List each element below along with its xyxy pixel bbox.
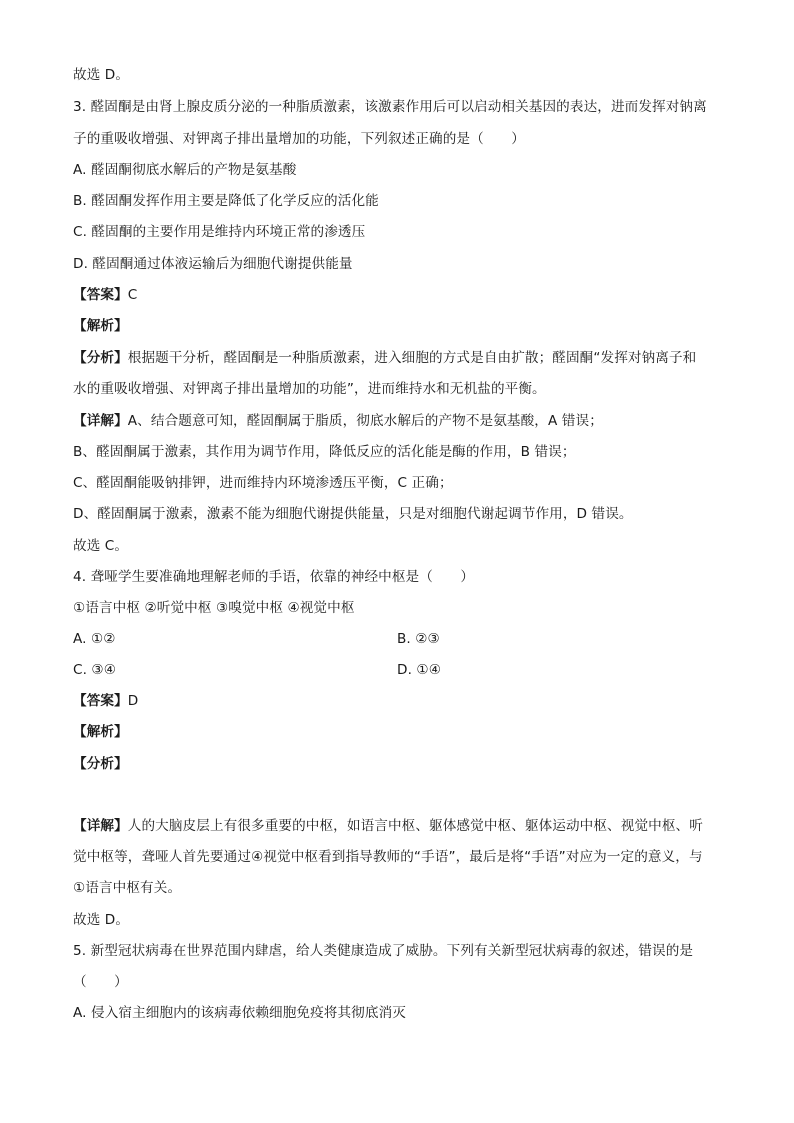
q4-detail-text-1: 人的大脑皮层上有很多重要的中枢，如语言中枢、躯体感觉中枢、躯体运动中枢、视觉中枢、听: [127, 818, 703, 834]
q3-fenxi-text-1: 根据题干分析，醛固酮是一种脂质激素，进入细胞的方式是自由扩散；醛固酮“发挥对钠离子和: [127, 350, 697, 366]
q4-option-b: B. ②③: [397, 631, 440, 647]
q3-detail-b: B、醛固酮属于激素，其作用为调节作用，降低反应的活化能是酶的作用，B 错误；: [73, 444, 576, 460]
q3-conclusion: 故选 C。: [73, 538, 129, 554]
q3-answer: [73, 285, 137, 305]
q4-conclusion: 故选 D。: [73, 912, 130, 928]
q4-fenxi-tag: 【分析】: [73, 756, 128, 772]
q4-detail-line-3: ①语言中枢有关。: [73, 880, 182, 896]
q4-option-a: A. ①②: [73, 631, 116, 647]
q4-detail-tag: 【详解】: [73, 818, 128, 834]
q3-fenxi-line-2: 水的重吸收增强、对钾离子排出量增加的功能”，进而维持水和无机盐的平衡。: [73, 381, 546, 397]
q3-option-d: D. 醛固酮通过体液运输后为细胞代谢提供能量: [73, 256, 353, 272]
q3-fenxi-tag: 【分析】: [73, 350, 128, 366]
q4-answer: [73, 691, 138, 711]
q4-detail-line-1: [73, 816, 703, 836]
q3-detail-c: C、醛固酮能吸钠排钾，进而维持内环境渗透压平衡，C 正确；: [73, 475, 453, 491]
q4-stem: 4. 聋哑学生要准确地理解老师的手语，依靠的神经中枢是（ ）: [73, 569, 475, 585]
q4-answer-value: D: [127, 693, 139, 709]
q3-answer-tag: 【答案】: [73, 287, 128, 303]
q3-detail-d: D、醛固酮属于激素，激素不能为细胞代谢提供能量，只是对细胞代谢起调节作用，D 错误。: [73, 506, 633, 522]
q4-option-d: D. ①④: [397, 662, 441, 678]
q3-fenxi-line-1: [73, 348, 696, 368]
q4-items: ①语言中枢 ②听觉中枢 ③嗅觉中枢 ④视觉中枢: [73, 600, 355, 616]
q5-option-a: A. 侵入宿主细胞内的该病毒依赖细胞免疫将其彻底消灭: [73, 1005, 406, 1021]
q3-answer-value: C: [127, 287, 138, 303]
q4-option-c: C. ③④: [73, 662, 117, 678]
q5-stem-line-1: 5. 新型冠状病毒在世界范围内肆虐，给人类健康造成了威胁。下列有关新型冠状病毒的叙述，错误的是: [73, 943, 694, 959]
prev-answer-conclusion: 故选 D。: [73, 67, 130, 83]
q3-option-c: C. 醛固酮的主要作用是维持内环境正常的渗透压: [73, 224, 366, 240]
q3-option-a: A. 醛固酮彻底水解后的产物是氨基酸: [73, 162, 297, 178]
q3-stem-line-2: 子的重吸收增强、对钾离子排出量增加的功能，下列叙述正确的是（ ）: [73, 131, 525, 147]
q3-detail-a-text: A、结合题意可知，醛固酮属于脂质，彻底水解后的产物不是氨基酸，A 错误；: [127, 413, 603, 429]
q3-stem-line-1: 3. 醛固酮是由肾上腺皮质分泌的一种脂质激素，该激素作用后可以启动相关基因的表达，进而发挥对钠离: [73, 99, 707, 115]
q4-answer-tag: 【答案】: [73, 693, 128, 709]
q5-stem-line-2: （ ）: [73, 974, 128, 990]
q4-detail-line-2: 觉中枢等，聋哑人首先要通过④视觉中枢看到指导教师的“手语”，最后是将“手语”对应为一定的意义，与: [73, 849, 703, 865]
q3-detail-a: [73, 411, 603, 431]
q3-detail-tag: 【详解】: [73, 413, 128, 429]
q4-analysis-tag: 【解析】: [73, 724, 128, 740]
q3-analysis-tag: 【解析】: [73, 318, 128, 334]
q3-option-b: B. 醛固酮发挥作用主要是降低了化学反应的活化能: [73, 193, 379, 209]
